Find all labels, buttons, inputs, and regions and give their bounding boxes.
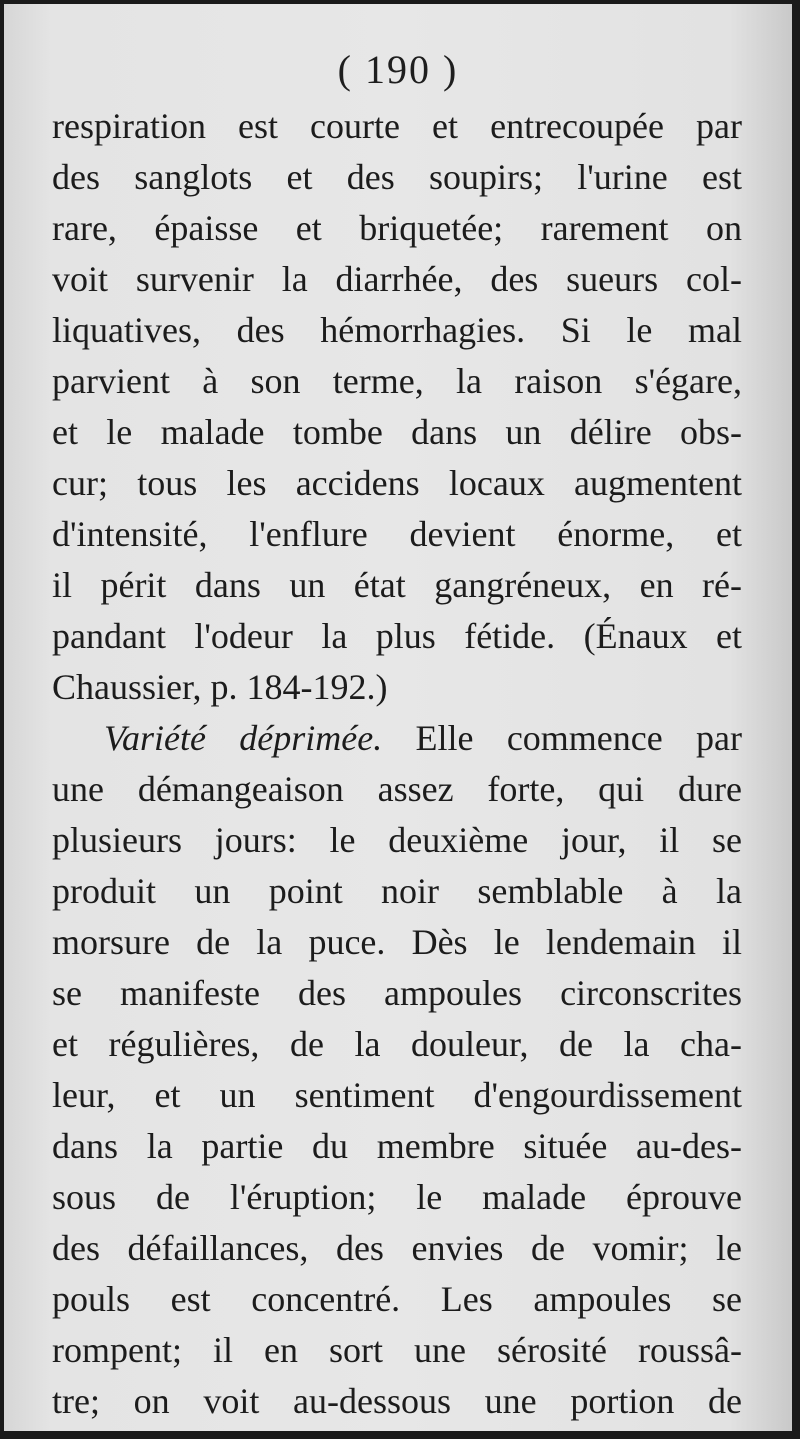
text-line-25: rompent; il en sort une sérosité roussâ- <box>52 1330 742 1370</box>
text-line-2: des sanglots et des soupirs; l'urine est <box>52 157 742 197</box>
book-page <box>4 4 792 1431</box>
text-line-9: d'intensité, l'enflure devient énorme, et <box>52 514 742 554</box>
text-line-4: voit survenir la diarrhée, des sueurs col- <box>52 259 742 299</box>
section-heading-italic: Variété déprimée. <box>104 718 383 758</box>
text-line-11: pandant l'odeur la plus fétide. (Énaux et <box>52 616 742 656</box>
page-number: ( 190 ) <box>337 47 459 92</box>
text-line-16: produit un point noir semblable à la <box>52 871 742 911</box>
text-line-7: et le malade tombe dans un délire obs- <box>52 412 742 452</box>
text-line-6: parvient à son terme, la raison s'égare, <box>52 361 742 401</box>
text-line-15: plusieurs jours: le deuxième jour, il se <box>52 820 742 860</box>
text-line-17: morsure de la puce. Dès le lendemain il <box>52 922 742 962</box>
text-line-5: liquatives, des hémorrhagies. Si le mal <box>52 310 742 350</box>
page-body-text <box>52 101 742 1427</box>
text-line-10: il périt dans un état gangréneux, en ré- <box>52 565 742 605</box>
text-line-14: une démangeaison assez forte, qui dure <box>52 769 742 809</box>
text-line-3: rare, épaisse et briquetée; rarement on <box>52 208 742 248</box>
text-line-8: cur; tous les accidens locaux augmentent <box>52 463 742 503</box>
text-line-12: Chaussier, p. 184-192.) <box>52 667 388 707</box>
text-line-26: tre; on voit au-dessous une portion de <box>52 1381 742 1421</box>
text-line-13-rest: Elle commence par <box>382 718 743 758</box>
text-line-22: sous de l'éruption; le malade éprouve <box>52 1177 742 1217</box>
text-line-24: pouls est concentré. Les ampoules se <box>52 1279 742 1319</box>
text-line-23: des défaillances, des envies de vomir; le <box>52 1228 742 1268</box>
text-line-21: dans la partie du membre située au-des- <box>52 1126 742 1166</box>
text-line-1: respiration est courte et entrecoupée par <box>52 106 742 146</box>
text-line-20: leur, et un sentiment d'engourdissement <box>52 1075 742 1115</box>
text-line-19: et régulières, de la douleur, de la cha- <box>52 1024 742 1064</box>
text-line-13 <box>52 713 742 764</box>
text-line-18: se manifeste des ampoules circonscrites <box>52 973 742 1013</box>
